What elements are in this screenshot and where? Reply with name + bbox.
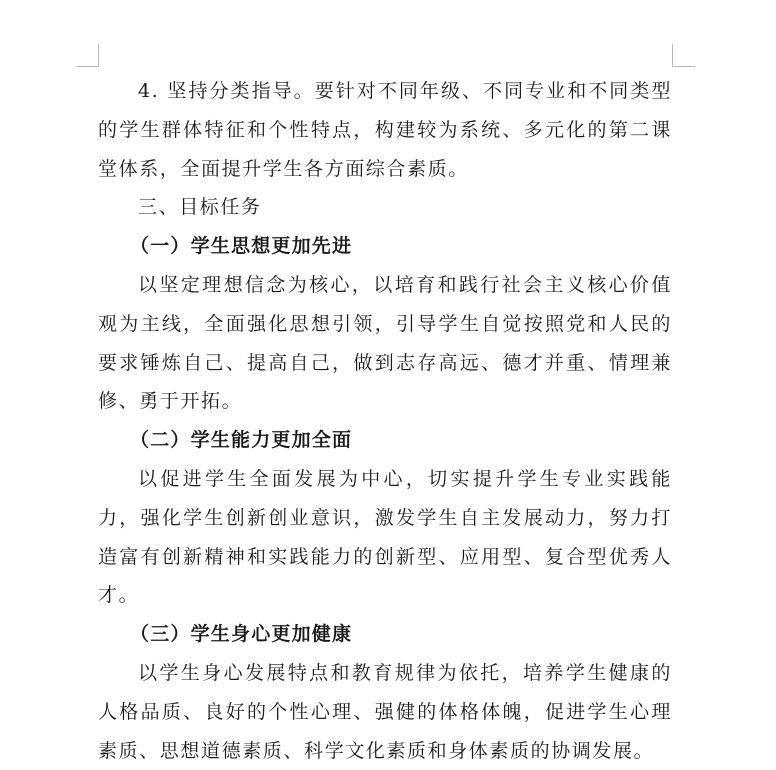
document-body[interactable]: [98, 72, 672, 770]
paragraph-health: 以学生身心发展特点和教育规律为依托，培养学生健康的人格品质、良好的个性心理、强健的体格体魄，促进学生心理素质、思想道德素质、科学文化素质和身体素质的协调发展。: [98, 661, 672, 762]
crop-mark-top-right: [672, 44, 695, 67]
section-heading-goals: 三、目标任务: [138, 196, 262, 219]
paragraph-classified-guidance: 4. 坚持分类指导。要针对不同年级、不同专业和不同类型的学生群体特征和个性特点，构建较为系统、多元化的第二课堂体系，全面提升学生各方面综合素质。: [98, 80, 672, 180]
subheading-ideology: （一）学生思想更加先进: [130, 235, 353, 258]
subheading-ability: （二）学生能力更加全面: [130, 429, 353, 452]
crop-mark-top-left: [76, 44, 99, 67]
paragraph-ideology: 以坚定理想信念为核心，以培育和践行社会主义核心价值观为主线，全面强化思想引领，引导学生自觉按照党和人民的要求锤炼自己、提高自己，做到志存高远、德才并重、情理兼修、勇于开拓。: [98, 273, 672, 413]
subheading-health: （三）学生身心更加健康: [130, 623, 353, 646]
paragraph-ability: 以促进学生全面发展为中心，切实提升学生专业实践能力，强化学生创新创业意识，激发学生自主发展动力，努力打造富有创新精神和实践能力的创新型、应用型、复合型优秀人才。: [98, 467, 672, 607]
